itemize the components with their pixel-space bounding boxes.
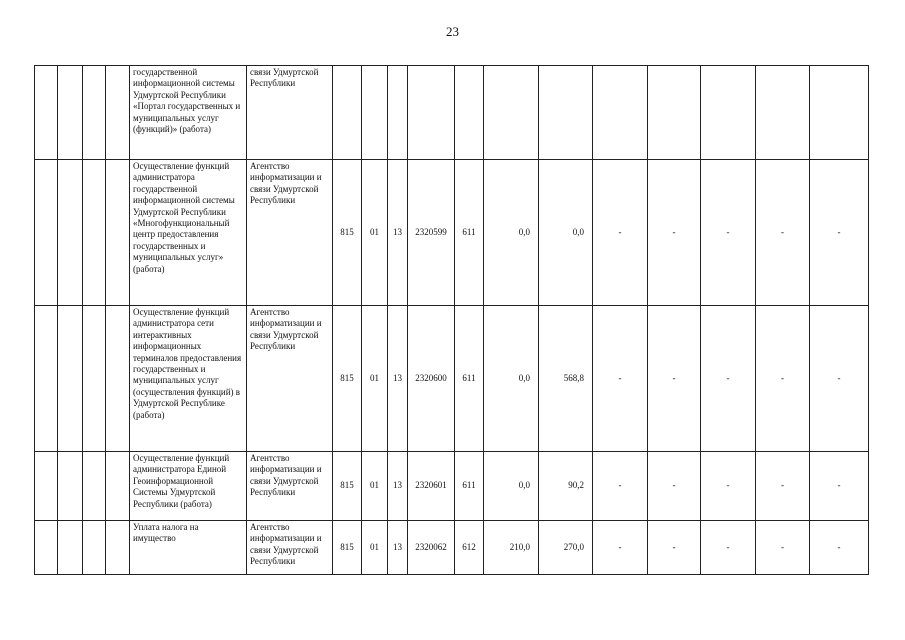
ministry-code: 815	[333, 160, 362, 306]
expense-type-code: 611	[455, 452, 484, 521]
target-code	[408, 66, 455, 160]
c4	[106, 521, 130, 575]
c1	[35, 160, 58, 306]
value-cell-2: 0,0	[539, 160, 593, 306]
subsection-code: 13	[388, 306, 408, 452]
table-row	[35, 160, 869, 306]
c3	[83, 521, 106, 575]
table-row	[35, 452, 869, 521]
agency-cell: Агентство информатизации и связи Удмуртской Республики	[247, 160, 333, 306]
value-cell-4: -	[648, 306, 701, 452]
value-cell-1: 0,0	[484, 452, 539, 521]
value-cell-1	[484, 66, 539, 160]
c4	[106, 452, 130, 521]
name-cell: государственной информационной системы Удмуртской Республики «Портал государственных и муниципальных услуг (функций)» (работа)	[130, 66, 247, 160]
budget-table	[34, 65, 869, 575]
value-cell-4	[648, 66, 701, 160]
value-cell-6: -	[756, 160, 810, 306]
value-cell-5: -	[701, 521, 756, 575]
value-cell-2: 568,8	[539, 306, 593, 452]
expense-type-code: 611	[455, 306, 484, 452]
ministry-code: 815	[333, 521, 362, 575]
value-cell-3: -	[593, 306, 648, 452]
c4	[106, 66, 130, 160]
name-cell: Осуществление функций администратора государственной информационной системы Удмуртской Республики «Многофункциональный центр предоставления государственных и муниципальных услуг» (работа)	[130, 160, 247, 306]
c3	[83, 160, 106, 306]
ministry-code: 815	[333, 306, 362, 452]
c2	[58, 521, 83, 575]
subsection-code: 13	[388, 452, 408, 521]
subsection-code: 13	[388, 521, 408, 575]
section-code: 01	[362, 521, 388, 575]
value-cell-5: -	[701, 160, 756, 306]
c1	[35, 452, 58, 521]
name-cell: Осуществление функций администратора Единой Геоинформационной Системы Удмуртской Республики (работа)	[130, 452, 247, 521]
value-cell-2	[539, 66, 593, 160]
c1	[35, 66, 58, 160]
expense-type-code	[455, 66, 484, 160]
value-cell-3: -	[593, 452, 648, 521]
value-cell-7: -	[810, 452, 869, 521]
section-code: 01	[362, 160, 388, 306]
value-cell-4: -	[648, 521, 701, 575]
value-cell-1: 0,0	[484, 160, 539, 306]
page-number: 23	[446, 24, 459, 39]
value-cell-6: -	[756, 306, 810, 452]
name-cell: Уплата налога на имущество	[130, 521, 247, 575]
value-cell-5	[701, 66, 756, 160]
value-cell-5: -	[701, 306, 756, 452]
c2	[58, 160, 83, 306]
value-cell-5: -	[701, 452, 756, 521]
value-cell-2: 270,0	[539, 521, 593, 575]
section-code: 01	[362, 452, 388, 521]
value-cell-7: -	[810, 521, 869, 575]
c3	[83, 306, 106, 452]
value-cell-4: -	[648, 160, 701, 306]
expense-type-code: 612	[455, 521, 484, 575]
subsection-code	[388, 66, 408, 160]
value-cell-7	[810, 66, 869, 160]
c3	[83, 66, 106, 160]
ministry-code	[333, 66, 362, 160]
value-cell-6: -	[756, 452, 810, 521]
value-cell-3: -	[593, 521, 648, 575]
value-cell-4: -	[648, 452, 701, 521]
table-row	[35, 521, 869, 575]
c4	[106, 160, 130, 306]
value-cell-3	[593, 66, 648, 160]
value-cell-1: 210,0	[484, 521, 539, 575]
target-code: 2320601	[408, 452, 455, 521]
agency-cell: Агентство информатизации и связи Удмуртской Республики	[247, 452, 333, 521]
table-row	[35, 306, 869, 452]
subsection-code: 13	[388, 160, 408, 306]
table-row	[35, 66, 869, 160]
expense-type-code: 611	[455, 160, 484, 306]
target-code: 2320599	[408, 160, 455, 306]
ministry-code: 815	[333, 452, 362, 521]
c3	[83, 452, 106, 521]
c1	[35, 306, 58, 452]
c2	[58, 306, 83, 452]
c4	[106, 306, 130, 452]
agency-cell: связи Удмуртской Республики	[247, 66, 333, 160]
c2	[58, 66, 83, 160]
value-cell-7: -	[810, 306, 869, 452]
target-code: 2320062	[408, 521, 455, 575]
c1	[35, 521, 58, 575]
section-code: 01	[362, 306, 388, 452]
value-cell-6	[756, 66, 810, 160]
value-cell-3: -	[593, 160, 648, 306]
target-code: 2320600	[408, 306, 455, 452]
value-cell-2: 90,2	[539, 452, 593, 521]
c2	[58, 452, 83, 521]
value-cell-7: -	[810, 160, 869, 306]
value-cell-6: -	[756, 521, 810, 575]
section-code	[362, 66, 388, 160]
name-cell: Осуществление функций администратора сети интерактивных информационных терминалов предоставления государственных и муниципальных услуг (осуществления функций) в Удмуртской Республике (работа)	[130, 306, 247, 452]
agency-cell: Агентство информатизации и связи Удмуртской Республики	[247, 306, 333, 452]
agency-cell: Агентство информатизации и связи Удмуртской Республики	[247, 521, 333, 575]
value-cell-1: 0,0	[484, 306, 539, 452]
